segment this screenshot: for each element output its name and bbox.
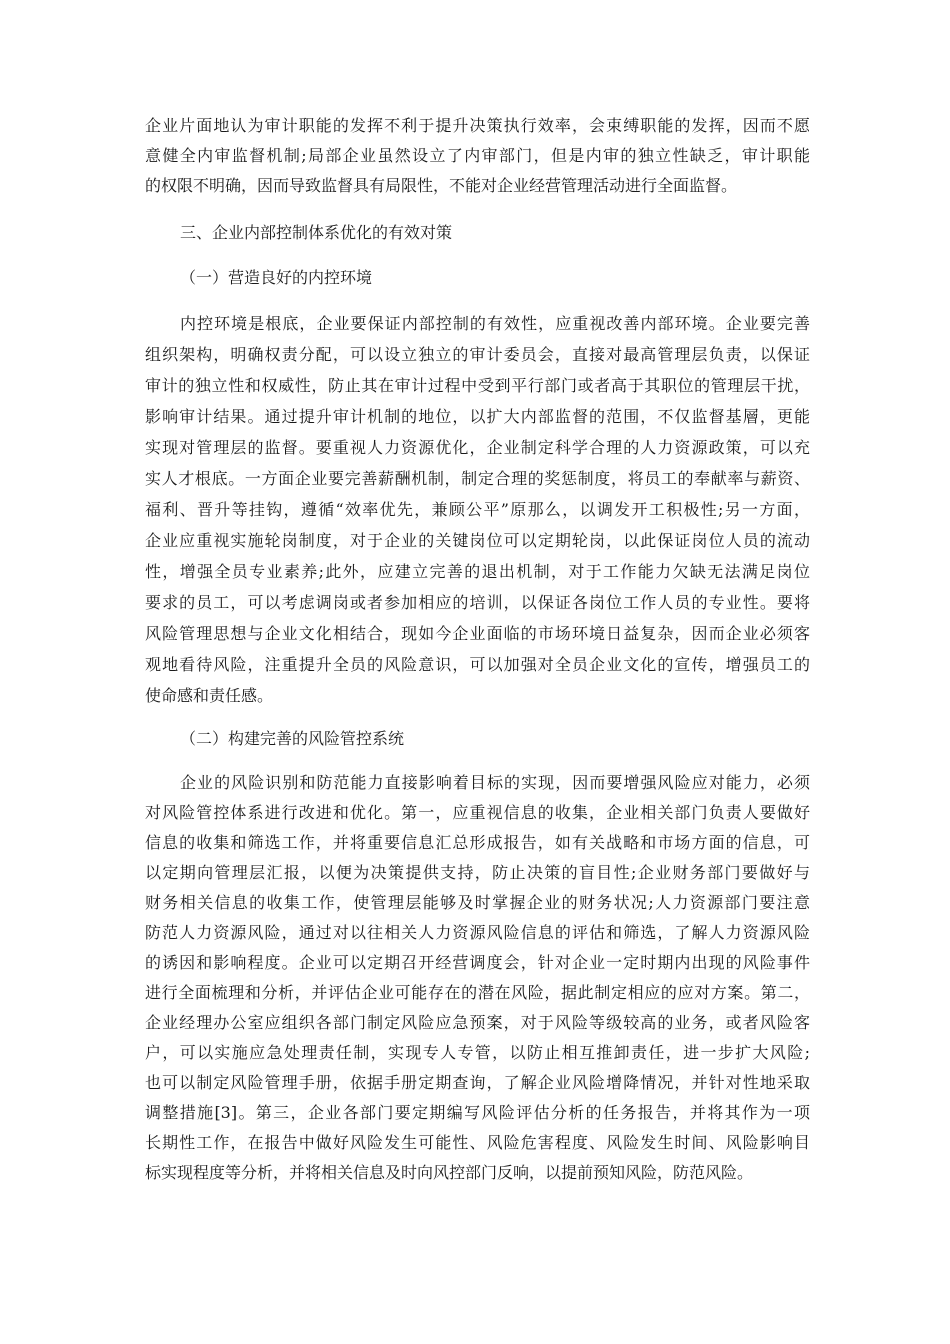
text-line: 户，可以实施应急处理责任制，实现专人专管，以防止相互推卸责任，进一步扩大风险; — [145, 1043, 810, 1062]
text-line: 信息的收集和筛选工作，并将重要信息汇总形成报告，如有关战略和市场方面的信息，可 — [145, 833, 810, 852]
text-line: 标实现程度等分析，并将相关信息及时向风控部门反响，以提前预知风险，防范风险。 — [145, 1163, 754, 1182]
subsection-heading-2: （二）构建完善的风险管控系统 — [180, 729, 405, 748]
text-line: 影响审计结果。通过提升审计机制的地位，以扩大内部监督的范围，不仅监督基層，更能 — [145, 407, 810, 426]
text-line: 福利、晋升等挂钩，遵循“效率优先，兼顾公平”原那么，以调发开工积极性;另一方面， — [145, 500, 810, 519]
text-line: 长期性工作，在报告中做好风险发生可能性、风险危害程度、风险发生时间、风险影响目 — [145, 1133, 810, 1152]
text-line: 对风险管控体系进行改进和优化。第一，应重视信息的收集，企业相关部门负责人要做好 — [145, 803, 810, 822]
text-line: 内控环境是根底，企业要保证内部控制的有效性，应重视改善内部环境。企业要完善 — [180, 314, 810, 333]
text-line: 实人才根底。一方面企业要完善薪酬机制，制定合理的奖惩制度，将员工的奉献率与薪资、 — [145, 469, 810, 488]
text-line: 调整措施[3]。第三，企业各部门要定期编写风险评估分析的任务报告，并将其作为一项 — [145, 1103, 810, 1122]
text-line: 企业经理办公室应组织各部门制定风险应急预案，对于风险等级较高的业务，或者风险客 — [145, 1013, 810, 1032]
text-line: 审计的独立性和权威性，防止其在审计过程中受到平行部门或者高于其职位的管理层干扰， — [145, 376, 810, 395]
text-line: 组织架构，明确权责分配，可以设立独立的审计委员会，直接对最高管理层负责，以保证 — [145, 345, 810, 364]
text-line: 使命感和责任感。 — [145, 686, 274, 705]
text-line: 性，增强全员专业素养;此外，应建立完善的退出机制，对于工作能力欠缺无法满足岗位 — [145, 562, 810, 581]
text-line: 观地看待风险，注重提升全员的风险意识，可以加强对全员企业文化的宣传，增强员工的 — [145, 655, 810, 674]
text-line: 实现对管理层的监督。要重视人力资源优化，企业制定科学合理的人力资源政策，可以充 — [145, 438, 810, 457]
text-line: 进行全面梳理和分析，并评估企业可能存在的潜在风险，据此制定相应的应对方案。第二， — [145, 983, 810, 1002]
subsection-heading-1: （一）营造良好的内控环境 — [180, 268, 373, 287]
text-line: 风险管理思想与企业文化相结合，现如今企业面临的市场环境日益复杂，因而企业必须客 — [145, 624, 810, 643]
text-line: 企业应重视实施轮岗制度，对于企业的关键岗位可以定期轮岗，以此保证岗位人员的流动 — [145, 531, 810, 550]
text-line: 意健全内审监督机制;局部企业虽然设立了内审部门，但是内审的独立性缺乏，审计职能 — [145, 146, 810, 165]
text-line: 以定期向管理层汇报，以便为决策提供支持，防止决策的盲目性;企业财务部门要做好与 — [145, 863, 810, 882]
text-line: 财务相关信息的收集工作，使管理层能够及时掌握企业的财务状况;人力资源部门要注意 — [145, 893, 810, 912]
text-line: 的诱因和影响程度。企业可以定期召开经营调度会，针对企业一定时期内出现的风险事件 — [145, 953, 810, 972]
text-line: 的权限不明确，因而导致监督具有局限性，不能对企业经营管理活动进行全面监督。 — [145, 176, 738, 195]
text-line: 要求的员工，可以考虑调岗或者参加相应的培训，以保证各岗位工作人员的专业性。要将 — [145, 593, 810, 612]
text-line: 企业片面地认为审计职能的发挥不利于提升决策执行效率，会束缚职能的发挥，因而不愿 — [145, 116, 810, 135]
text-line: 企业的风险识别和防范能力直接影响着目标的实现，因而要增强风险应对能力，必须 — [180, 773, 810, 792]
section-heading: 三、企业内部控制体系优化的有效对策 — [180, 223, 453, 242]
text-line: 也可以制定风险管理手册，依据手册定期查询，了解企业风险增降情况，并针对性地采取 — [145, 1073, 810, 1092]
text-line: 防范人力资源风险，通过对以往相关人力资源风险信息的评估和筛选，了解人力资源风险 — [145, 923, 810, 942]
